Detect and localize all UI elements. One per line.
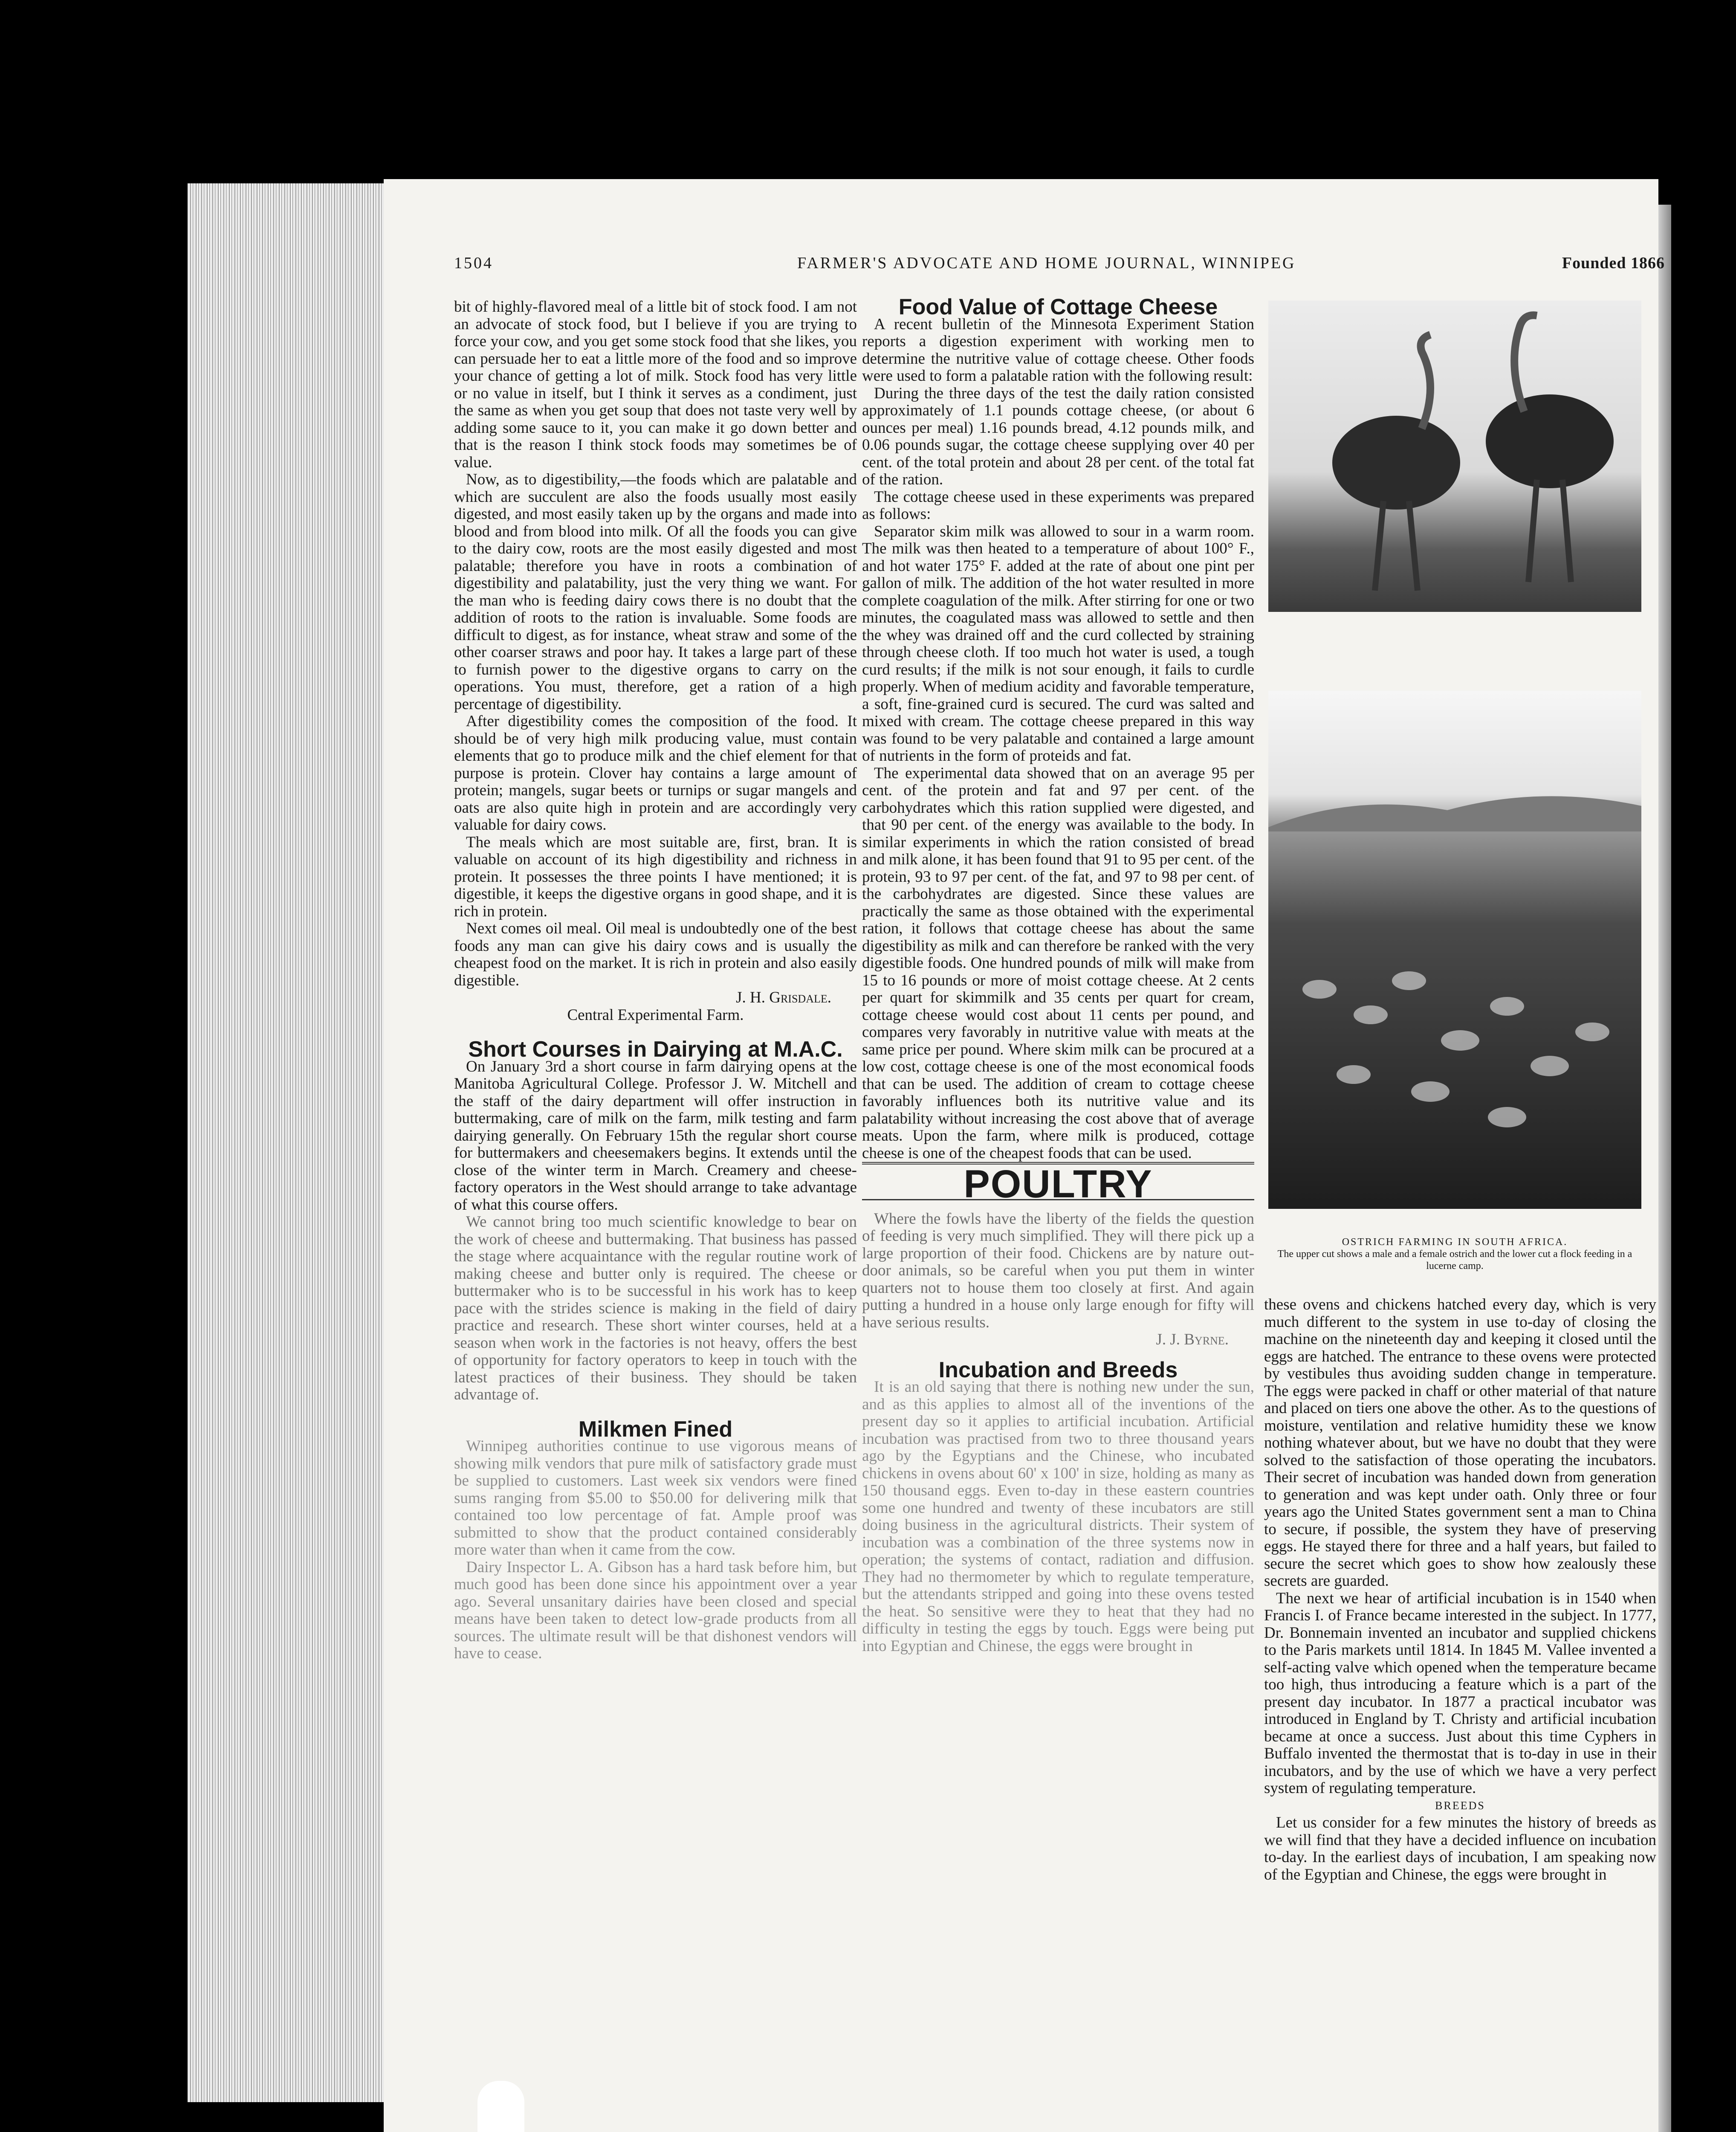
paragraph: We cannot bring too much scientific knowledge to bear on the work of cheese and buttermaking. That business has passed the stage where acquaintance with the regular routine work of making cheese and butter only is required. The cheese or buttermaker who is to be successful in his work has to keep pace with the strides science is making in the field of dairy practice and research. These short winter courses, held at a season when work in the factories is not heavy, offers the best of opportunity for factory operators to keep in touch with the latest practices of their business. They should be taken advantage of.: [454, 1213, 857, 1403]
book-page-edges: [188, 183, 391, 2102]
paragraph: It is an old saying that there is nothing new under the sun, and as this applies to almost all of the inventions of the present day so it applies to artificial incubation. Artificial incubation was practised from two to three thousand years ago by the Egyptians and the Chinese, who incubated chickens in ovens about 60' x 100' in size, holding as many as 150 thousand eggs. Even to-day in these eastern countries some one hundred and twenty of these incubators are still doing business in the agricultural districts. Their system of incubation was a combination of the three systems now in operation; the systems of contact, radiation and diffusion. They had no thermometer by which to regulate temperature, but the attendants stripped and going into these ovens tested the heat. So sensitive were they to heat that they had no difficulty in testing the eggs by touch. Eggs were being put into Egyptian and Chinese, the eggs were brought in: [862, 1378, 1254, 1655]
paragraph: A recent bulletin of the Minnesota Experiment Station reports a digestion experiment with working men to determine the nutritive value of cottage cheese. Other foods were used to form a palatable ration with the following result:: [862, 315, 1254, 385]
article-title-short-courses: Short Courses in Dairying at M.A.C.: [468, 1037, 843, 1062]
article-title-cottage-cheese: Food Value of Cottage Cheese: [898, 295, 1218, 319]
paragraph: Dairy Inspector L. A. Gibson has a hard task before him, but much good has been done since his appointment over a year ago. Several unsanitary dairies have been closed and special means have been taken to detect low-grade products from all sources. The ultimate result will be that dishonest vendors will have to cease.: [454, 1558, 857, 1662]
founded-note: Founded 1866: [1562, 254, 1665, 272]
paragraph: During the three days of the test the daily ration consisted approximately of 1.1 pounds cottage cheese, (or about 6 ounces per meal) 1.16 pounds bread, 4.12 pounds milk, and 0.06 pounds sugar, the cottage cheese supplying over 40 per cent. of the total protein and about 28 per cent. of the total fat of the ration.: [862, 384, 1254, 488]
article-title-milkmen: Milkmen Fined: [578, 1417, 733, 1442]
signature-name: J. H. Grisdale.: [736, 989, 831, 1006]
paragraph: The experimental data showed that on an average 95 per cent. of the protein and fat and 97 per cent. of the carbohydrates which this ration supplied were digested, and that 90 per cent. of the energy was available to the body. In similar experiments in which the ration consisted of bread and milk alone, it has been found that 91 to 95 per cent. of the protein, 93 to 97 per cent. of the fat, and 97 to 98 per cent. of the carbohydrates are digested. Since these values are practically the same as those obtained with the experimental ration, it follows that cottage cheese has about the same digestibility as milk and can therefore be ranked with the very digestible foods. One hundred pounds of milk will make from 15 to 16 pounds or more of moist cottage cheese. At 2 cents per quart for skimmilk and 35 cents per quart for cream, cottage cheese would cost about 11 cents per pound, and compares very favorably in nutritive value with meats at the same price per pound. Where skim milk can be procured at a low cost, cottage cheese is one of the most economical foods that can be used. The addition of cream to cottage cheese favorably influences both its nutritive value and its palatability without increasing the cost above that of average meats. Upon the farm, where milk is produced, cottage cheese is one of the cheapest foods that can be used.: [862, 764, 1254, 1162]
paragraph: The meals which are most suitable are, first, bran. It is valuable on account of its high digestibility and richness in protein. It possesses the three points I have mentioned; it is digestible, it keeps the digestive organs in good shape, and it is rich in protein.: [454, 833, 857, 920]
caption-title: OSTRICH FARMING IN SOUTH AFRICA.: [1342, 1237, 1568, 1248]
running-header: [454, 254, 1665, 279]
paragraph: The next we hear of artificial incubation is in 1540 when Francis I. of France became interested in the subject. In 1777, Dr. Bonnemain invented an incubator and supplied chickens to the Paris markets until 1814. In 1845 M. Vallee invented a self-acting valve which opened when the temperature became too high, thus introducing a feature which is a part of the present day incubator. In 1877 a practical incubator was introduced in England by T. Christy and artificial incubation became at once a success. Just about this time Cyphers in Buffalo invented the thermostat that is to-day in use in their incubators, and by the use of which we have a very perfect system of regulating temperature.: [1264, 1589, 1656, 1797]
article-title-incubation: Incubation and Breeds: [938, 1357, 1178, 1382]
paragraph: Now, as to digestibility,—the foods which are palatable and which are succulent are also the foods usually most easily digested, and most easily taken up by the organs and made into blood and from blood into milk. Of all the foods you can give to the dairy cow, roots are the most easily digested and most palatable; therefore you have in roots a combination of digestibility and palatability, just the very thing we want. For the man who is feeding dairy cows there is no doubt that the addition of roots to the ration is invaluable. Some foods are difficult to digest, as for instance, wheat straw and some of the other coarser straws and poor hay. It takes a large part of these to furnish power to the digestive organs to carry on the operations. You must, therefore, get a ration of a high percentage of digestibility.: [454, 471, 857, 713]
book-right-edge: [1658, 205, 1671, 2132]
paragraph: these ovens and chickens hatched every day, which is very much different to the system in use to-day of closing the machine on the nineteenth day and keeping it closed until the eggs are hatched. The entrance to these ovens were protected by vestibules thus avoiding sudden change in temperature. The eggs were packed in chaff or other material of that nature and placed on tiers one above the other. As to the questions of moisture, ventilation and relative humidity these we know nothing whatever about, but we have no doubt that they were solved to the satisfaction of those operating the incubators. Their secret of incubation was handed down from generation to generation and was kept under oath. Only three or four years ago the United States government sent a man to China to secure, if possible, the system they have of preserving eggs. He stayed there for three and a half years, but failed to secure the secret which goes to show how zealously these secrets are guarded.: [1264, 1296, 1656, 1590]
paragraph: bit of highly-flavored meal of a little bit of stock food. I am not an advocate of stock food, but I believe if you are trying to force your cow, and you get some stock food that she likes, you can persuade her to eat a little more of the food and so improve your chance of getting a lot of milk. Stock food has very little or no value in itself, but I think it serves as a condiment, just the same as when you get soup that does not taste very well by adding some sauce to it, you can make it go down better and that is the reason I think stock foods may sometimes be of value.: [454, 298, 857, 471]
photo-caption: [1268, 1237, 1641, 1272]
column-3: [1264, 1296, 1656, 1883]
paragraph: Next comes oil meal. Oil meal is undoubtedly one of the best foods any man can give his dairy cows and is usually the cheapest food on the market. It is rich in protein and also easily digestible.: [454, 920, 857, 989]
paragraph: Let us consider for a few minutes the history of breeds as we will find that they have a decided influence on incubation to-day. In the earliest days of incubation, I am speaking now of the Egyptian and Chinese, the eggs were brought in: [1264, 1814, 1656, 1883]
signature-place: Central Experimental Farm.: [567, 1006, 744, 1024]
paragraph: The cottage cheese used in these experiments was prepared as follows:: [862, 488, 1254, 523]
subheading-breeds: BREEDS: [1435, 1799, 1485, 1812]
paragraph: Separator skim milk was allowed to sour in a warm room. The milk was then heated to a temperature of about 100° F., and hot water 175° F. added at the rate of about one pint per gallon of milk. The addition of the hot water resulted in more complete coagulation of the milk. After stirring for one or two minutes, the coagulated mass was allowed to settle and then the whey was drained off and the curd collected by straining through cheese cloth. If too much hot water is used, a tough curd results; if the milk is not sour enough, it fails to curdle properly. When of medium acidity and favorable temperature, a soft, fine-grained curd is secured. The curd was salted and mixed with cream. The cottage cheese prepared in this way was found to be very palatable and contained a large amount of nutrients in the form of proteids and fat.: [862, 522, 1254, 765]
paragraph: Where the fowls have the liberty of the fields the question of feeding is very much simplified. They will there pick up a large proportion of their food. Chickens are by nature out-door animals, so be careful when you put them in winter quarters not to house them too closely at first. And again putting a hundred in a house only large enough for fifty will have serious results.: [862, 1210, 1254, 1331]
page-number: 1504: [454, 254, 493, 272]
ostrich-flock-photo: [1268, 691, 1641, 1209]
signature-name: J. J. Byrne.: [1156, 1331, 1229, 1348]
paragraph: After digestibility comes the composition of the food. It should be of very high milk producing value, must contain elements that go to produce milk and the chief element for that purpose is protein. Clover hay contains a large amount of protein; mangels, sugar beets or turnips or sugar mangels and oats are also quite high in protein and are accordingly very valuable for dairy cows.: [454, 713, 857, 834]
page-clip: [477, 2081, 524, 2132]
paragraph: Winnipeg authorities continue to use vigorous means of showing milk vendors that pure milk of satisfactory grade must be supplied to customers. Last week six vendors were fined sums ranging from $5.00 to $50.00 for delivering milk that contained too low percentage of fat. Ample proof was submitted to show that the product contained considerably more water than when it came from the cow.: [454, 1437, 857, 1558]
ostrich-pair-photo: [1268, 301, 1641, 612]
section-title-poultry: POULTRY: [862, 1162, 1254, 1193]
journal-title: FARMER'S ADVOCATE AND HOME JOURNAL, WINNIPEG: [797, 254, 1296, 272]
column-2: [862, 295, 1254, 1655]
paragraph: On January 3rd a short course in farm dairying opens at the Manitoba Agricultural College. Professor J. W. Mitchell and the staff of the dairy department will offer instruction in buttermaking, care of milk on the farm, milk testing and farm dairying generally. On February 15th the regular short course for buttermakers and cheesemakers begins. It extends until the close of the winter term in March. Creamery and cheese-factory operators in the West should arrange to take advantage of what this course offers.: [454, 1057, 857, 1214]
column-1: [454, 298, 857, 1663]
caption-text: The upper cut shows a male and a female ostrich and the lower cut a flock feeding in a lucerne camp.: [1277, 1248, 1632, 1272]
